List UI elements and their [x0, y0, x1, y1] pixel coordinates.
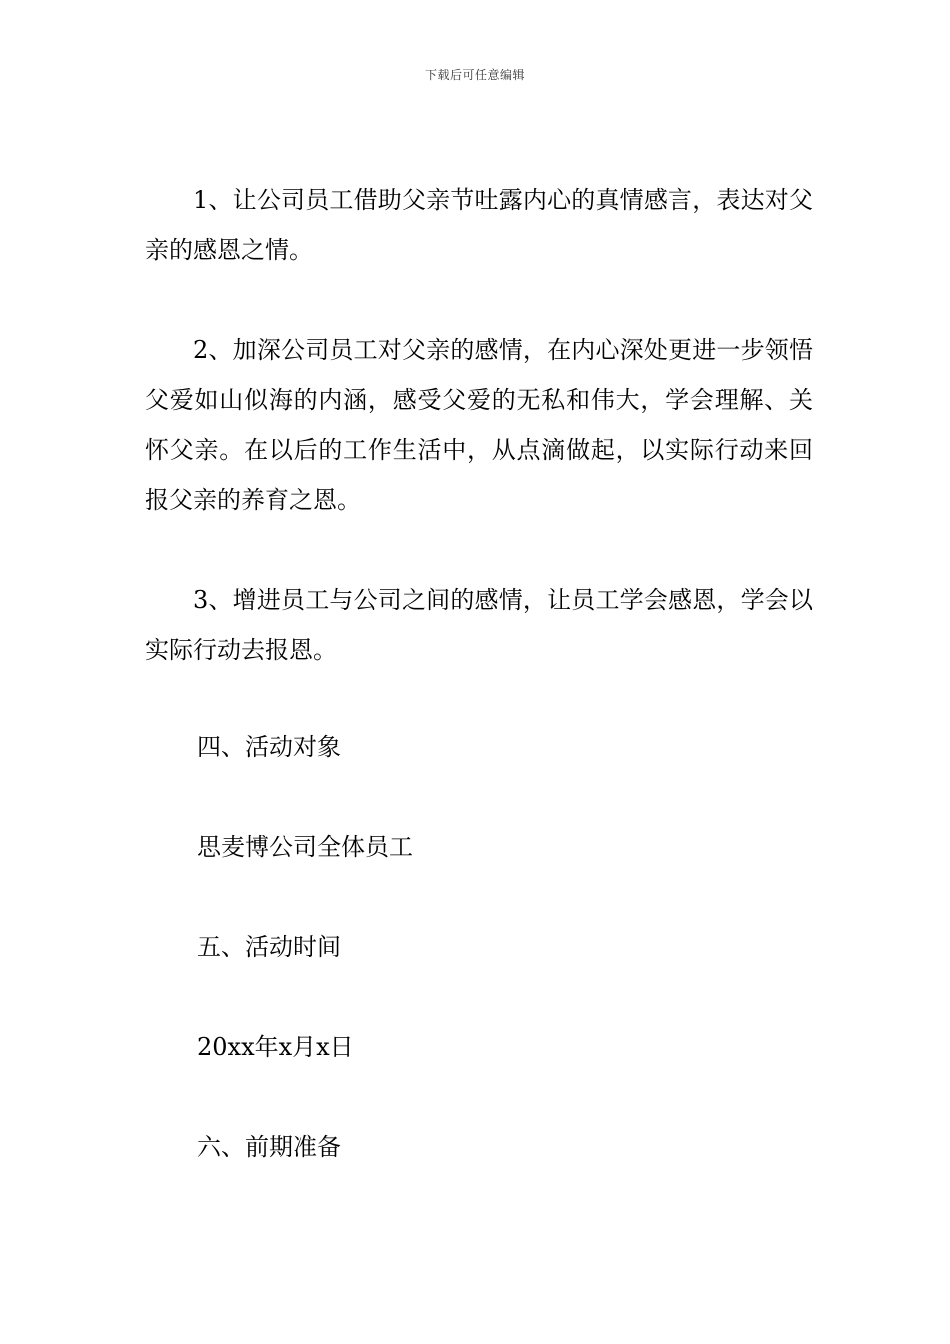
paragraph-2: 2、加深公司员工对父亲的感情，在内心深处更进一步领悟父爱如山似海的内涵，感受父爱的无私和伟大，学会理解、关怀父亲。在以后的工作生活中，从点滴做起，以实际行动来回报父亲的养育之恩。	[145, 336, 813, 514]
section-5-heading: 五、活动时间	[197, 933, 341, 961]
section-4-heading: 四、活动对象	[197, 733, 341, 761]
section-5-text: 20xx年x月x日	[197, 1033, 354, 1061]
section-6-heading: 六、前期准备	[197, 1133, 341, 1161]
header-note: 下载后可任意编辑	[424, 68, 525, 82]
paragraph-1: 1、让公司员工借助父亲节吐露内心的真情感言，表达对父亲的感恩之情。	[145, 186, 813, 264]
paragraph-3: 3、增进员工与公司之间的感情，让员工学会感恩，学会以实际行动去报恩。	[145, 586, 813, 664]
section-4-text: 思麦博公司全体员工	[197, 833, 413, 861]
